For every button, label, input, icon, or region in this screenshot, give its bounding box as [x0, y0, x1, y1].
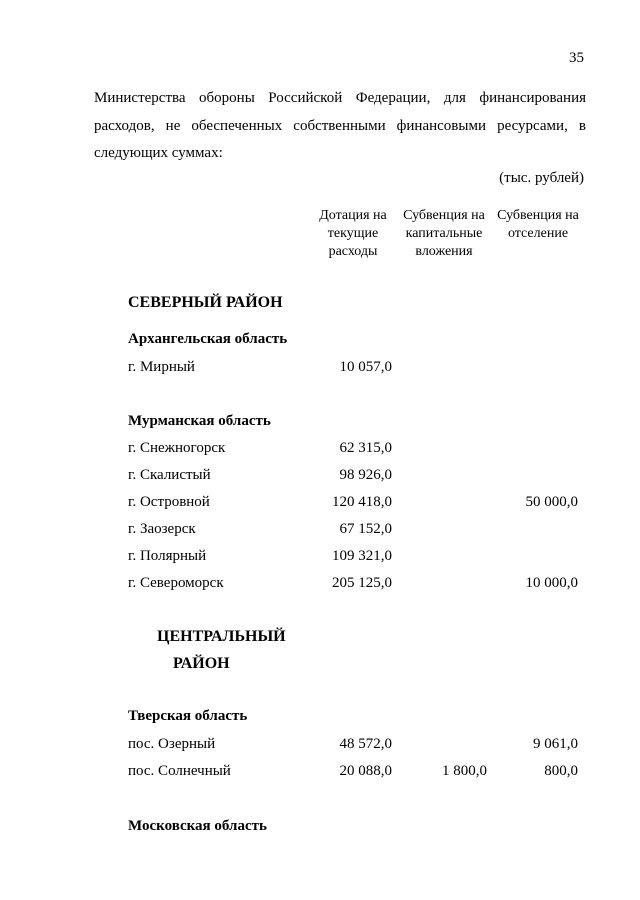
city-name: г. Снежногорск [128, 440, 226, 456]
column-header-resettlement: Субвенция на отселение [497, 208, 579, 241]
oblast-heading: Московская область [128, 818, 267, 834]
dotation-value: 48 572,0 [339, 736, 392, 752]
column-header-dotation: Дотация на текущие расходы [319, 208, 387, 259]
city-name: г. Заозерск [128, 521, 196, 537]
intro-line: расходов, не обеспеченных собственными финансовыми ресурсами, в [94, 118, 586, 134]
city-name: пос. Озерный [128, 736, 216, 752]
dotation-value: 67 152,0 [339, 521, 392, 537]
dotation-value: 120 418,0 [332, 494, 392, 510]
intro-line: Министерства обороны Российской Федерации, для финансирования [94, 90, 586, 106]
resettlement-value: 50 000,0 [525, 494, 578, 510]
resettlement-value: 800,0 [544, 763, 578, 779]
city-name: пос. Солнечный [128, 763, 231, 779]
city-name: г. Полярный [128, 548, 207, 564]
dotation-value: 205 125,0 [332, 575, 392, 591]
dotation-value: 98 926,0 [339, 467, 392, 483]
units-label: (тыс. рублей) [499, 170, 584, 186]
city-name: г. Североморск [128, 575, 224, 591]
city-name: г. Мирный [128, 359, 195, 375]
city-name: г. Островной [128, 494, 210, 510]
intro-line: следующих суммах: [94, 145, 223, 161]
dotation-value: 62 315,0 [339, 440, 392, 456]
capital-value: 1 800,0 [442, 763, 487, 779]
oblast-heading: Тверская область [128, 708, 248, 724]
resettlement-value: 10 000,0 [525, 575, 578, 591]
resettlement-value: 9 061,0 [533, 736, 578, 752]
column-header-capital: Субвенция на капитальные вложения [403, 208, 485, 259]
oblast-heading: Мурманская область [128, 413, 271, 429]
region-heading: ЦЕНТРАЛЬНЫЙ [157, 628, 286, 645]
page-number: 35 [569, 50, 584, 66]
city-name: г. Скалистый [128, 467, 211, 483]
region-heading: СЕВЕРНЫЙ РАЙОН [128, 294, 283, 311]
oblast-heading: Архангельская область [128, 331, 288, 347]
dotation-value: 109 321,0 [332, 548, 392, 564]
region-heading: РАЙОН [173, 655, 230, 672]
dotation-value: 20 088,0 [339, 763, 392, 779]
dotation-value: 10 057,0 [339, 359, 392, 375]
